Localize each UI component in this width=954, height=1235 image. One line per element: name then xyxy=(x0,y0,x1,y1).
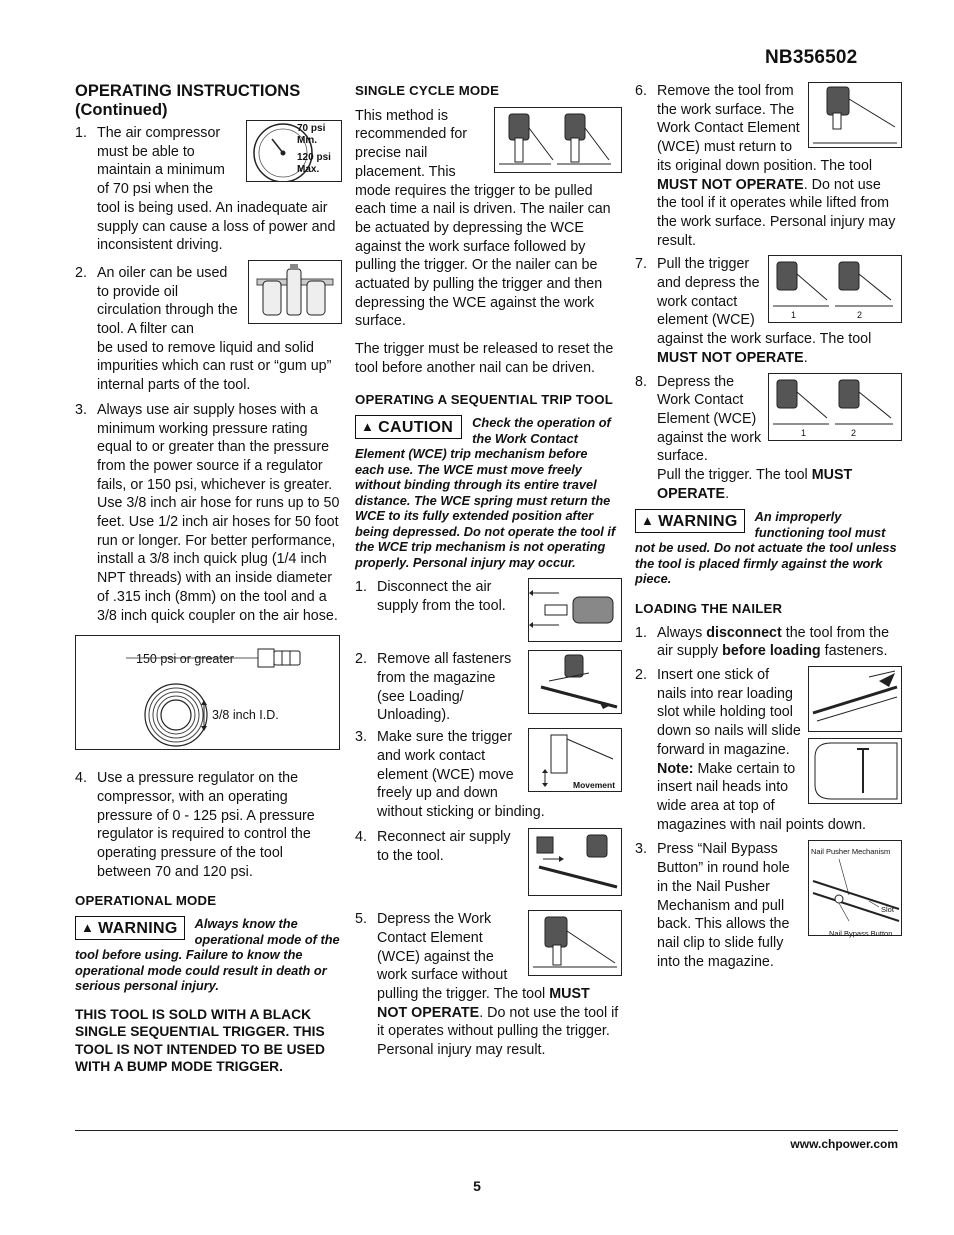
load-1-emphasis-a: disconnect xyxy=(706,624,782,641)
operational-mode-heading: OPERATIONAL MODE xyxy=(75,892,217,908)
gauge-labels xyxy=(297,123,341,175)
warning-triangle-icon: ▲ xyxy=(81,920,95,936)
nailer-on-surface-icon xyxy=(529,911,621,975)
reconnect-air-icon xyxy=(529,829,621,895)
figure-step-2-label: 2 xyxy=(851,427,857,438)
item-number: 1. xyxy=(75,125,87,141)
wce-then-trigger-figure xyxy=(768,373,902,441)
air-hose-coil-icon xyxy=(76,636,338,749)
lift-tool-figure xyxy=(808,82,902,148)
slot-label: Slot xyxy=(881,905,894,915)
warning-text: An improperly functioning tool must not be used. Do not actuate the tool unless the tool is placed firmly against the work piece. xyxy=(635,509,897,587)
load-2-note-label: Note: xyxy=(657,760,694,777)
step-7-text-c: . xyxy=(803,349,808,366)
seq-step-4 xyxy=(355,828,620,910)
hose-rating-label: 150 psi or greater xyxy=(136,652,234,667)
disconnect-air-icon xyxy=(529,579,621,641)
step-5-emphasis: MUST NOT OPERATE xyxy=(377,986,590,1021)
single-cycle-text-c: The trigger must be released to reset the tool before another nail can be driven. xyxy=(355,341,614,376)
page-number: 5 xyxy=(473,1178,481,1194)
caution-block xyxy=(355,415,620,570)
warning-text: Always know the operational mode of the tool before using. Failure to know the operational mode could result in death or serious personal injury. xyxy=(75,916,340,994)
step-3-text: Make sure the trigger and work contact element (WCE) move freely up and down without sticking or binding. xyxy=(377,729,545,821)
reconnect-figure xyxy=(528,828,622,896)
seq-step-5 xyxy=(355,910,620,1060)
step-8-text-d: . xyxy=(725,485,730,502)
movement-label: Movement xyxy=(573,780,616,791)
load-1-text-a: Always xyxy=(657,624,707,641)
load-1-text-e: fasteners. xyxy=(820,643,888,660)
seq-step-8 xyxy=(635,373,900,504)
magazine-slot-icon xyxy=(809,739,901,803)
load-step-1 xyxy=(635,624,900,661)
step-number: 2. xyxy=(355,651,367,668)
step-number: 8. xyxy=(635,373,647,390)
warning-label: WARNING xyxy=(98,920,178,938)
single-cycle-text-a: This method is recommended for precise nail placement. This xyxy=(355,107,468,180)
item-1-text-b: tool is being used. An inadequate air supply can cause a loss of power and inconsistent driving. xyxy=(97,199,336,254)
figure-step-1-label: 1 xyxy=(791,310,797,321)
column-1 xyxy=(75,82,340,1076)
air-hose-figure xyxy=(75,635,340,750)
load-1-emphasis-b: before loading xyxy=(722,643,821,660)
section-title xyxy=(75,82,340,120)
seq-step-1 xyxy=(355,578,620,648)
warning-badge xyxy=(75,916,185,940)
item-2-text-a: An oiler can be used to provide oil circulation through the tool. A filter can xyxy=(97,264,238,338)
step-6-emphasis: MUST NOT OPERATE xyxy=(657,176,804,193)
title-line-1: OPERATING INSTRUCTIONS xyxy=(75,82,301,100)
nail-stick-insert-icon xyxy=(809,667,901,731)
step-number: 3. xyxy=(635,841,647,858)
column-3 xyxy=(635,82,900,971)
step-number: 1. xyxy=(355,579,367,596)
warning-badge xyxy=(635,509,745,533)
seq-step-2 xyxy=(355,650,620,728)
nail-pusher-label: Nail Pusher Mechanism xyxy=(811,847,891,857)
single-cycle-figure xyxy=(494,107,622,173)
bypass-button-label: Nail Bypass Button xyxy=(829,929,893,939)
movement-figure xyxy=(528,728,622,792)
caution-badge xyxy=(355,415,462,439)
nail-pusher-figure xyxy=(808,840,902,939)
step-7-emphasis: MUST NOT OPERATE xyxy=(657,349,804,366)
footer-divider xyxy=(75,1130,898,1131)
item-1-text-a: The air compressor must be able to maintain a minimum of 70 psi when the xyxy=(97,125,225,198)
sequential-trip-heading: OPERATING A SEQUENTIAL TRIP TOOL xyxy=(355,391,613,407)
column-2 xyxy=(355,82,620,1060)
filter-oiler-figure xyxy=(248,260,342,324)
item-4-text: Use a pressure regulator on the compressor, with an operating pressure of 0 - 125 psi. A pressure regulator is required to control the operating pressure of the tool between 70 and 120 psi. xyxy=(97,770,315,880)
trigger-then-wce-figure xyxy=(768,255,902,323)
step-number: 4. xyxy=(355,829,367,846)
nailer-magazine-icon xyxy=(529,651,621,713)
figure-step-1-label: 1 xyxy=(801,427,807,438)
pressure-gauge-figure xyxy=(246,120,342,182)
footer-url[interactable]: www.chpower.com xyxy=(790,1137,898,1151)
nailer-sequence-icon xyxy=(769,256,901,322)
step-8-text-b: Pull the trigger. The tool xyxy=(657,467,812,484)
seq-step-7 xyxy=(635,255,900,367)
step-8-text-a: Depress the Work Contact Element (WCE) against the work surface. xyxy=(657,373,762,465)
step-number: 2. xyxy=(635,667,647,684)
warning-block xyxy=(75,916,340,994)
load-2-text-a: Insert one stick of nails into rear loading slot while holding tool down so nails will slide forward in magazine. xyxy=(657,667,801,758)
remove-fasteners-figure xyxy=(528,650,622,714)
item-number: 4. xyxy=(75,770,87,787)
load-1-text-c: the tool from the air supply xyxy=(657,624,890,660)
figure-step-2-label: 2 xyxy=(857,310,863,321)
caution-text: Check the operation of the Work Contact Element (WCE) trip mechanism before each use. The WCE must move freely without binding through its entire travel distance. The WCE spring must return the WCE to its fully extended position after being depressed. Do not operate the tool if the WCE trip mechanism is not operating properly. Personal injury may occur. xyxy=(355,415,616,570)
list-item-1 xyxy=(75,124,340,199)
step-number: 7. xyxy=(635,256,647,273)
load-figures xyxy=(808,666,902,804)
step-number: 6. xyxy=(635,83,647,99)
step-4-text: Reconnect air supply to the tool. xyxy=(377,829,511,864)
gauge-min-label: 70 psi Min. xyxy=(297,123,326,146)
load-step-2 xyxy=(635,666,900,834)
step-1-text: Disconnect the air supply from the tool. xyxy=(377,579,506,614)
step-6-text-c: . Do not use the tool if it operates while lifted from the work surface. Personal injury may result. xyxy=(657,176,896,249)
trigger-note: THIS TOOL IS SOLD WITH A BLACK SINGLE SEQUENTIAL TRIGGER. THIS TOOL IS NOT INTENDED TO BE USED WITH A BUMP MODE TRIGGER. xyxy=(75,1006,325,1075)
gauge-max-label: 120 psi Max. xyxy=(297,152,331,175)
nail-heads-figure xyxy=(808,738,902,804)
single-cycle-heading: SINGLE CYCLE MODE xyxy=(355,83,500,98)
step-7-text-a: Pull the trigger and depress the work contact element (WCE) against the work surface. The tool xyxy=(657,256,872,348)
filter-regulator-icon xyxy=(249,261,341,323)
step-5-text-c: . Do not use the tool if it operates without pulling the trigger. Personal injury may result. xyxy=(377,1004,619,1059)
warning-block xyxy=(635,509,900,587)
model-number: NB356502 xyxy=(765,47,858,68)
loading-heading: LOADING THE NAILER xyxy=(635,600,783,616)
rear-slot-figure xyxy=(808,666,902,732)
nailer-sequence-icon xyxy=(769,374,901,440)
step-2-text: Remove all fasteners from the magazine (see Loading/ Unloading). xyxy=(377,651,512,724)
load-2-text-b: Make certain to insert nail heads into wide area at top of magazines with nail points down. xyxy=(657,760,867,833)
step-number: 1. xyxy=(635,624,647,641)
step-number: 3. xyxy=(355,729,367,746)
list-item-3 xyxy=(75,401,340,625)
item-number: 3. xyxy=(75,401,87,418)
load-3-text: Press “Nail Bypass Button” in round hole in the Nail Pusher Mechanism and pull back. This allows the nail clip to slide fully into the magazine. xyxy=(657,841,790,970)
step-5-text-a: Depress the Work Contact Element (WCE) against the work surface without pulling the trigger. The tool xyxy=(377,911,550,1003)
seq-step-6 xyxy=(635,82,900,250)
item-3-text: Always use air supply hoses with a minimum working pressure rating equal to or greater than the pressure from the power source if a regulator fails, or 150 psi, whichever is greater. Use 3/8 inch air hose for runs up to 50 feet. Use 1/2 inch air hoses for 50 foot run or longer. For better performance, install a 3/8 inch quick plug (1/4 inch NPT threads) with an inside diameter of .315 inch (8mm) on the tool and a 3/8 inch quick coupler on the air hose. xyxy=(97,401,340,624)
nailer-lifted-icon xyxy=(809,83,901,147)
warning-triangle-icon: ▲ xyxy=(361,419,375,435)
single-cycle-text-b: mode requires the trigger to be pulled each time a nail is driven. The nailer can be actuated by depressing the WCE against the work surface followed by pulling the trigger. Or the nailer can be actuated by pulling the trigger and then depressing the WCE against the work surface. xyxy=(355,182,611,330)
warning-triangle-icon: ▲ xyxy=(641,513,655,529)
hose-id-label: 3/8 inch I.D. xyxy=(212,708,279,723)
disconnect-figure xyxy=(528,578,622,642)
caution-label: CAUTION xyxy=(378,419,454,437)
item-2-text-b: be used to remove liquid and solid impurities which can rust or “gum up” internal parts of the tool. xyxy=(97,339,332,394)
nailer-pair-icon xyxy=(495,108,621,172)
depress-wce-figure xyxy=(528,910,622,976)
item-number: 2. xyxy=(75,264,87,281)
seq-step-3 xyxy=(355,728,620,828)
list-item-4 xyxy=(75,769,340,881)
warning-label: WARNING xyxy=(658,513,738,531)
title-line-2: (Continued) xyxy=(75,101,168,119)
step-number: 5. xyxy=(355,911,367,928)
load-step-3 xyxy=(635,840,900,971)
list-item-2 xyxy=(75,264,340,339)
step-8-emphasis: MUST OPERATE xyxy=(657,467,853,502)
step-6-text-a: Remove the tool from the work surface. The Work Contact Element (WCE) must return to its original down position. The tool xyxy=(657,83,873,174)
